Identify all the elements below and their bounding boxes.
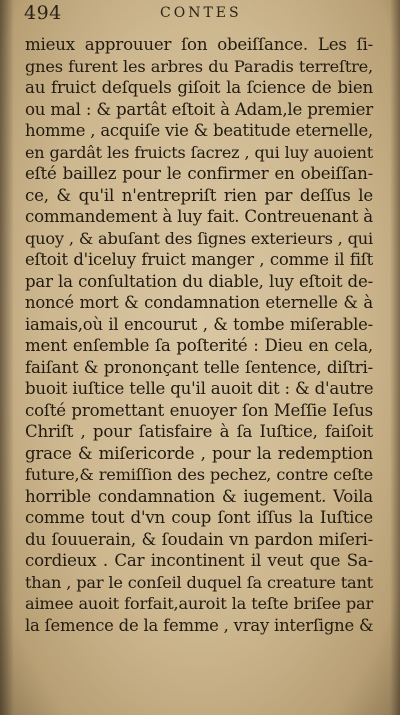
text-line: eſté baillez pour le confirmer en obeiſſan-	[25, 164, 373, 183]
text-line: grace & miſericorde , pour la redemption	[25, 443, 373, 463]
text-line: quoy , & abuſant des ſignes exterieurs , qui	[25, 228, 373, 248]
text-line: iamais,où il encourut , & tombe miſerable-	[25, 314, 373, 334]
text-line: coſté promettant enuoyer ſon Meſſie Ieſus	[25, 400, 373, 420]
text-line: buoit iuſtice telle qu'il auoit dit : & d'autre	[25, 379, 374, 398]
page-number: 494	[24, 2, 62, 24]
text-line: gnes furent les arbres du Paradis terreſtre,	[25, 56, 373, 76]
text-line: eſtoit d'iceluy fruict manger , comme il fiſt	[25, 250, 373, 269]
text-line: faiſant & prononçant telle ſentence, diſtri-	[25, 357, 373, 377]
page-header	[24, 2, 376, 26]
running-head: CONTES	[160, 5, 242, 21]
text-line: Chriſt , pour ſatisfaire à ſa Iuſtice, faiſoit	[25, 422, 373, 441]
text-line: mieux approuuer ſon obeiſſance. Les ſi-	[25, 35, 373, 54]
text-line: than , par le conſeil duquel ſa creature tant	[25, 572, 373, 592]
text-line: ment enſemble ſa poſterité : Dieu en cela,	[25, 336, 373, 355]
text-line: cordieux . Car incontinent il veut que Sa-	[25, 551, 373, 570]
text-line: aimee auoit forfait,auroit la teſte briſee par	[25, 594, 373, 613]
text-line: au fruict deſquels giſoit la ſcience de bien	[25, 78, 373, 97]
text-line: commandement à luy fait. Contreuenant à	[25, 207, 373, 226]
text-line: noncé mort & condamnation eternelle & à	[25, 293, 373, 312]
text-line: future,& remiſſion des pechez, contre ceſte	[25, 465, 373, 484]
body-text	[25, 34, 373, 636]
text-line: ce, & qu'il n'entrepriſt rien par deſſus le	[25, 185, 373, 205]
text-line: homme , acquiſe vie & beatitude eternelle,	[25, 121, 373, 140]
text-line: horrible condamnation & iugement. Voila	[25, 486, 373, 506]
text-line: du ſouuerain, & ſoudain vn pardon miſeri-	[25, 529, 373, 549]
text-line: ou mal : & partât eſtoit à Adam,le premier	[25, 99, 373, 119]
text-line: comme tout d'vn coup ſont iſſus la Iuſtice	[25, 508, 373, 527]
text-line: en gardât les fruicts ſacrez , qui luy auoient	[25, 142, 373, 162]
text-line: la ſemence de la femme , vray interſigne &	[25, 615, 374, 635]
text-line: par la conſultation du diable, luy eſtoit de-	[25, 271, 373, 291]
